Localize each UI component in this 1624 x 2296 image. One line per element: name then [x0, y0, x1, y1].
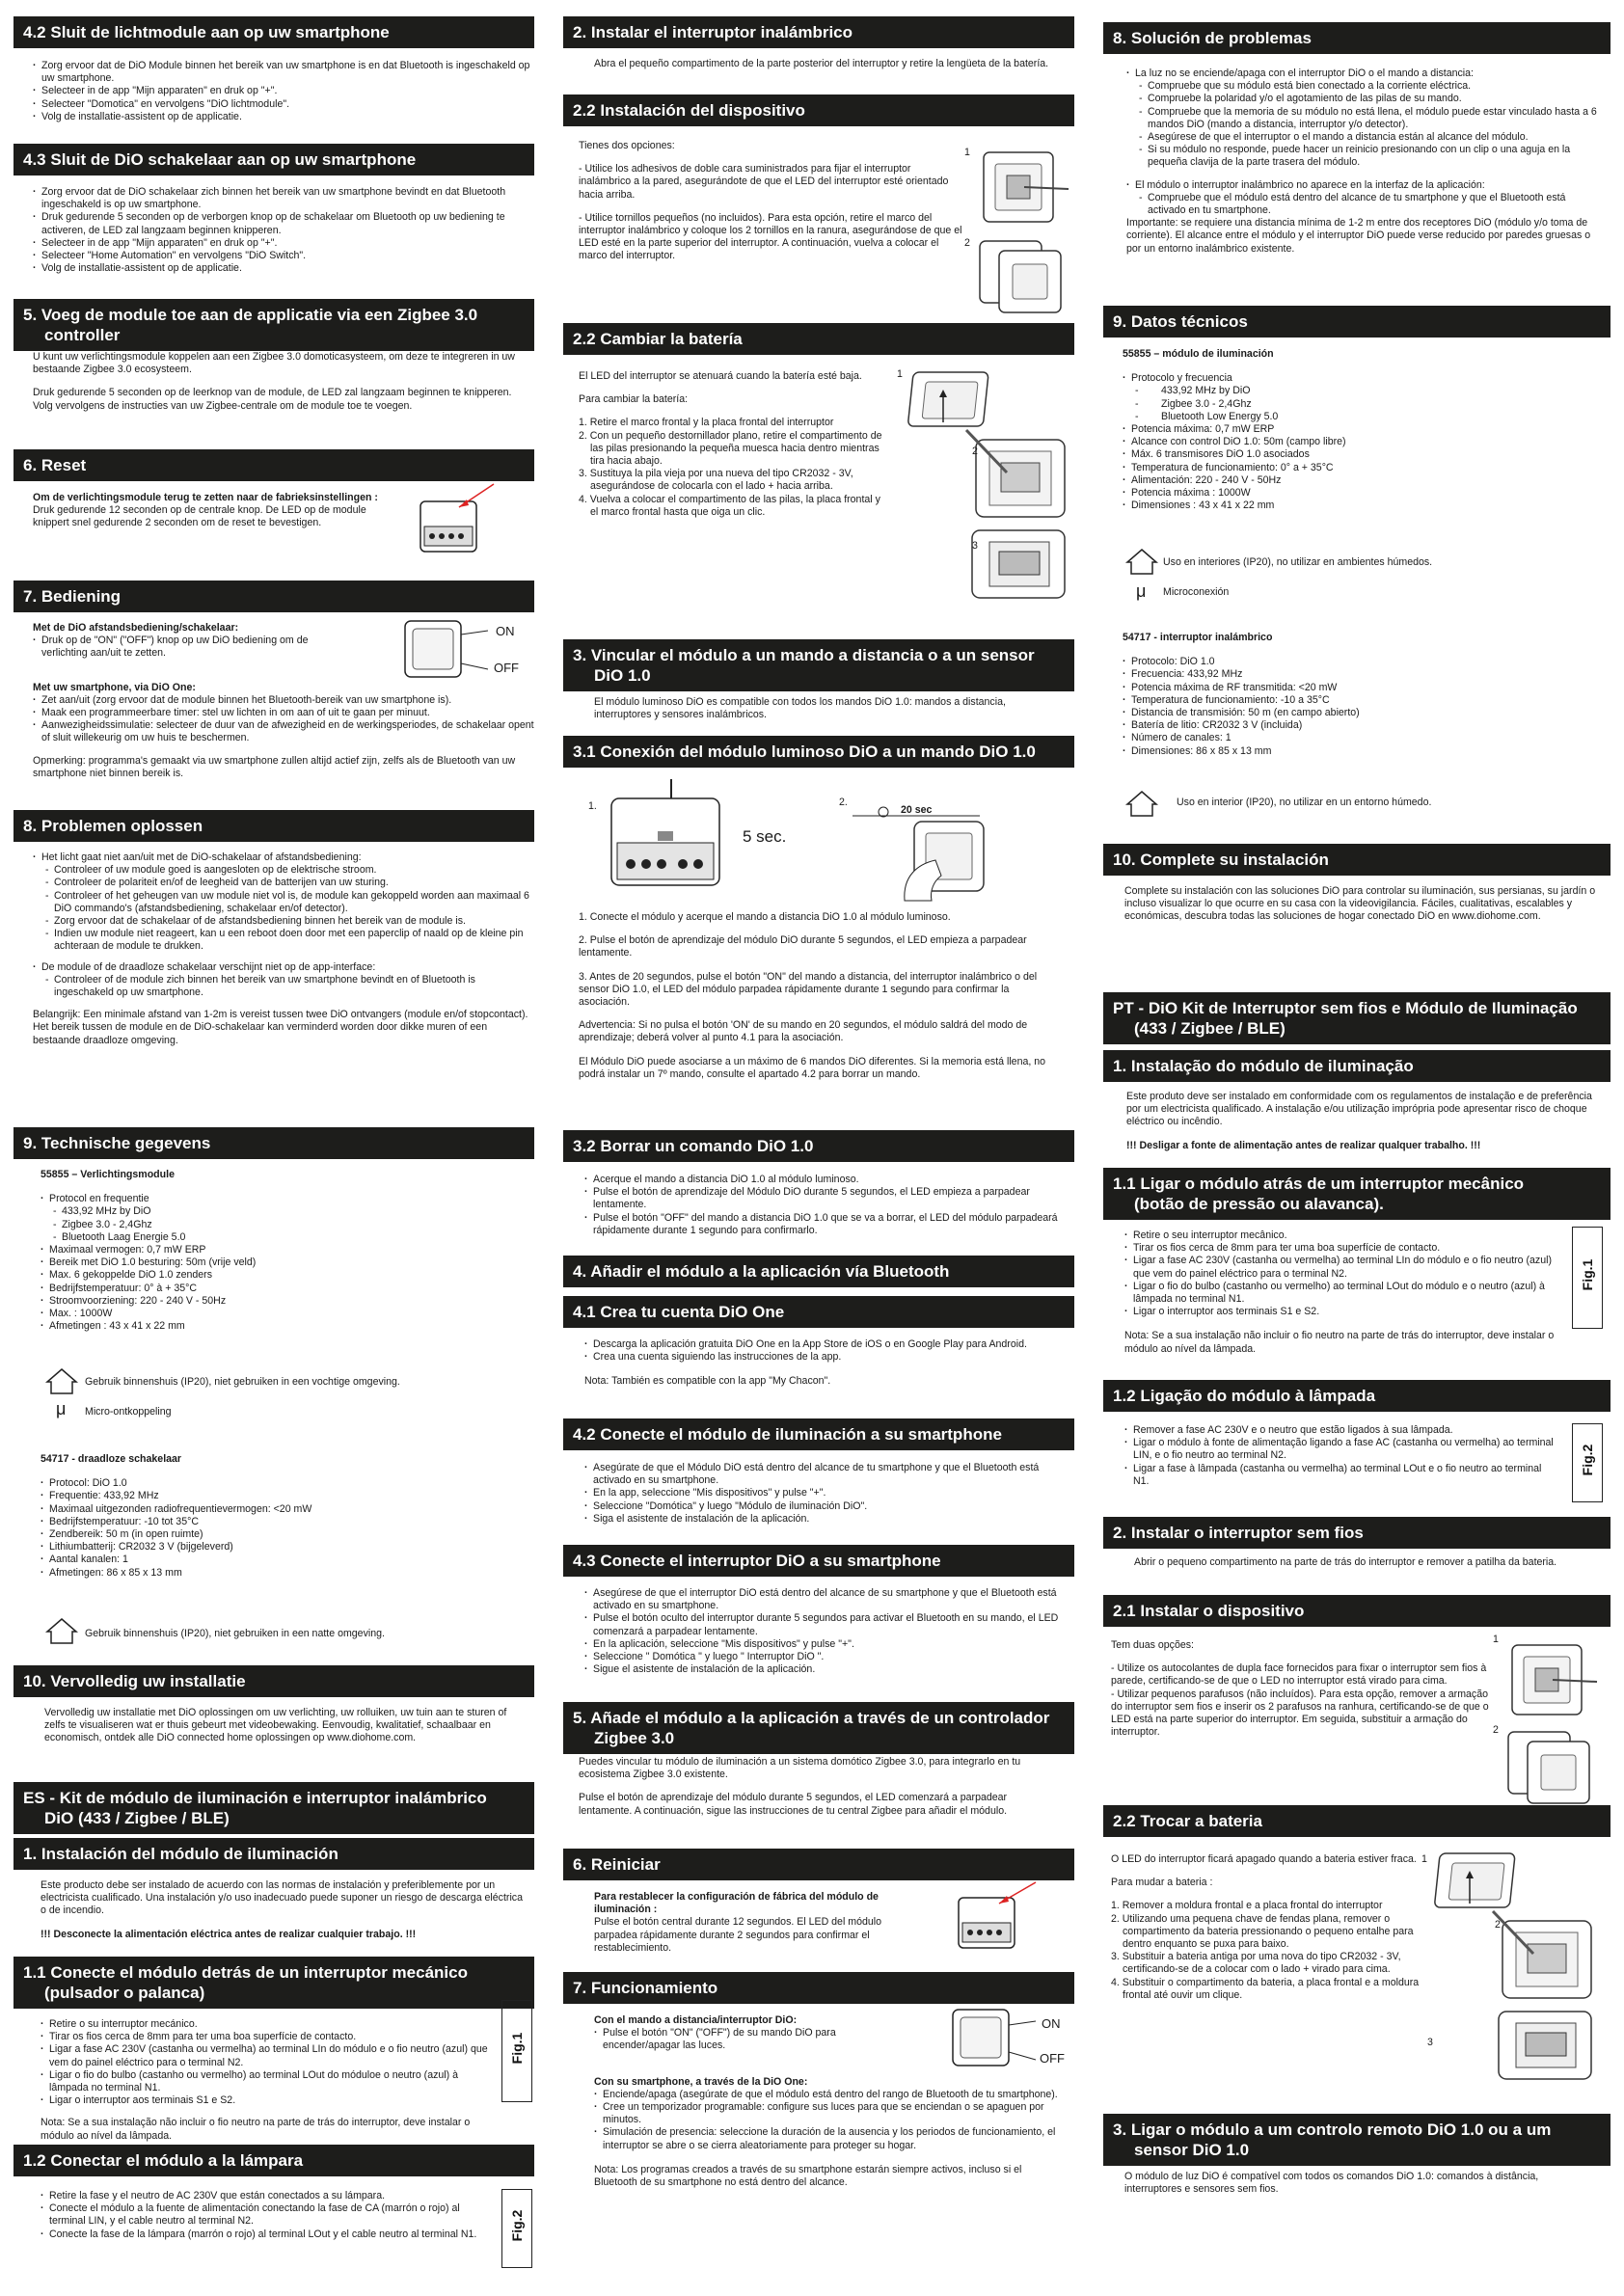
list-item: · Max. 6 gekoppelde DiO 1.0 zenders: [41, 1269, 523, 1282]
list-item: · Aanwezigheidssimulatie: selecteer de duur van de afwezigheid en de werkingsperiodes, de schakelaar opent of sluit willekeurig om uw huis te beschermen.: [33, 719, 534, 744]
paragraph: El LED del interruptor se atenuará cuando la batería esté baja.: [579, 370, 862, 382]
list-item: - Asegúrese de que el interruptor o el mando a distancia están al alcance del módulo.: [1126, 131, 1605, 144]
list-item: - 433,92 MHz by DiO: [1123, 385, 1605, 397]
house-icon: [1124, 547, 1159, 576]
section-header: 9. Datos técnicos: [1103, 306, 1610, 338]
section-header: [14, 1957, 534, 2009]
section-header: 3.2 Borrar un comando DiO 1.0: [563, 1130, 1074, 1162]
list-item: · Volg de installatie-assistent op de applicatie.: [33, 111, 534, 123]
section-body: [1124, 1229, 1558, 1356]
section-header: 10. Vervolledig uw installatie: [14, 1665, 534, 1697]
section-header: 2. Instalar o interruptor sem fios: [1103, 1517, 1610, 1549]
section-body: [1124, 1424, 1558, 1488]
switch-mount-illustration: [1502, 1726, 1599, 1807]
list-item: · Druk gedurende 5 seconden op de verborgen knop op de schakelaar om Bluetooth op uw bediening te activeren, de LED zal langzaam beginnen knipperen.: [33, 211, 534, 236]
indoor-use-text: Gebruik binnenshuis (IP20), niet gebruiken in een vochtige omgeving.: [85, 1376, 400, 1388]
list-item: · Aantal kanalen: 1: [41, 1553, 523, 1566]
section-body: [33, 186, 534, 275]
figure-label: Fig.2: [509, 2209, 525, 2242]
paragraph: Complete su instalación con las soluciones DiO para controlar su iluminación, sus persianas, su jardín o incluso visualizar lo que ocurre en su casa con la videovigilancia. Fáciles, cualitativas, escalables y económicas, descubra todas las soluciones de hogar conectado DiO en www.diohome.com.: [1124, 885, 1596, 923]
micro-disconnection-icon: μ: [56, 1399, 67, 1418]
paragraph: - Utilice los adhesivos de doble cara suministrados para fijar el interruptor inalámbrico a la pared, asegurándote de que el LED del interruptor esté orientado hacia arriba.: [579, 163, 949, 201]
micro-disconnection-icon: μ: [1136, 581, 1147, 601]
list-item: · Ligar a fase à lâmpada (castanha ou vermelha) ao terminal LOut e o fio neutro ao terminal N1.: [1124, 1463, 1558, 1488]
list-item: · Crea una cuenta siguiendo las instrucciones de la app.: [584, 1351, 1067, 1364]
paragraph: Para cambiar la batería:: [579, 393, 689, 406]
step-item: 4. Vuelva a colocar el compartimento de las pilas, la placa frontal y el marco frontal hasta que oiga un clic.: [579, 493, 880, 518]
list-item: - Controleer of uw module goed is aangesloten op de elektrische stroom.: [33, 864, 534, 877]
header-line: 3. Ligar o módulo a um controlo remoto DiO 1.0 ou a um: [1113, 2120, 1552, 2139]
list-item: · Maximaal vermogen: 0,7 mW ERP: [41, 1244, 523, 1256]
list-item: · Volg de installatie-assistent op de applicatie.: [33, 262, 534, 275]
step-item: 1. Remover a moldura frontal e a placa frontal do interruptor: [1111, 1900, 1383, 1912]
section-header: 1.2 Conectar el módulo a la lámpara: [14, 2145, 534, 2176]
step-number: 2: [1493, 1724, 1499, 1736]
section-header: [1103, 2114, 1610, 2166]
warning-text: !!! Desligar a fonte de alimentação antes de realizar qualquer trabalho. !!!: [1126, 1139, 1481, 1151]
list-item: · Seleccione "Domótica" y luego "Módulo de iluminación DiO".: [584, 1500, 1067, 1513]
section-header: [1103, 992, 1610, 1044]
paragraph: Este producto debe ser instalado de acuerdo con las normas de instalación y preferiblemente por un electricista cualificado. Una instalación y/o uso inadecuado puede suponer un riesgo de descarga eléctrica o de incendio.: [41, 1879, 523, 1917]
step-number: 1: [897, 368, 903, 380]
figure-label: Fig.1: [509, 2032, 525, 2065]
list-item: · Selecteer in de app "Mijn apparaten" en druk op "+".: [33, 237, 534, 250]
bold-text: Con su smartphone, a través de la DiO One:: [594, 2075, 808, 2088]
header-line: DiO 1.0: [594, 666, 651, 685]
section-body: [1111, 1853, 1420, 2002]
list-item: · Stroomvoorziening: 220 - 240 V - 50Hz: [41, 1295, 523, 1308]
step-item: 3. Sustituya la pila vieja por una nueva del tipo CR2032 - 3V, asegurándose de colocarla con el lado + hacia arriba.: [579, 468, 853, 493]
step-number: 2: [972, 446, 978, 457]
section-header: 4.1 Crea tu cuenta DiO One: [563, 1296, 1074, 1328]
list-item: · Zorg ervoor dat de DiO schakelaar zich binnen het bereik van uw smartphone bevindt en dat Bluetooth ingeschakeld is op uw smartphone.: [33, 186, 534, 211]
list-item: · Dimensiones: 86 x 85 x 13 mm: [1123, 745, 1605, 758]
list-item: · Seleccione " Domótica " y luego " Interruptor DiO ".: [584, 1651, 1067, 1663]
list-item: - Controleer de polariteit en/of de leegheid van de batterijen van uw sturing.: [33, 877, 534, 889]
header-line: 1.1 Ligar o módulo atrás de um interruptor mecânico: [1113, 1175, 1525, 1193]
paragraph: - Utilizar pequenos parafusos (não incluídos). Para esta opção, remover a armação do interruptor sem fios e inserir os 2 parafusos na ranhura, certificando-se de que o LED está na parte superior do interruptor. Em seguida, substituir a armação do interruptor.: [1111, 1688, 1489, 1739]
step-number: 2: [1495, 1919, 1501, 1931]
list-item: · Ligar a fase AC 230V (castanha ou vermelha) ao terminal LIn do módulo e o fio neutro (azul) que vem do painel eléctrico para o terminal N2.: [41, 2043, 494, 2068]
section-body: [579, 911, 1061, 1092]
list-item: · Asegúrese de que el interruptor DiO está dentro del alcance de su smartphone y que el Bluetooth está activado en su smartphone.: [584, 1587, 1067, 1612]
list-item: · Frequentie: 433,92 MHz: [41, 1490, 523, 1502]
step-item: 3. Substituir a bateria antiga por uma nova do tipo CR2032 - 3V, certificando-se de a colocar com o lado + virado para cima.: [1111, 1951, 1401, 1976]
header-line: PT - DiO Kit de Interruptor sem fios e Módulo de Iluminação: [1113, 999, 1578, 1017]
house-icon: [44, 1616, 79, 1645]
section-header: 4.3 Sluit de DiO schakelaar aan op uw smartphone: [14, 144, 534, 176]
section-body: [41, 2018, 494, 2143]
list-item: · Selecteer "Home Automation" en vervolgens "DiO Switch".: [33, 250, 534, 262]
switch-mount-illustration: [974, 235, 1070, 316]
paragraph: Tienes dos opciones:: [579, 140, 675, 151]
indoor-use-text: Uso en interiores (IP20), no utilizar en ambientes húmedos.: [1163, 556, 1433, 568]
list-item: - Zorg ervoor dat de schakelaar of de afstandsbediening binnen het bereik van de module is.: [33, 915, 534, 928]
figure-label: Fig.2: [1580, 1444, 1595, 1476]
bold-text: Om de verlichtingsmodule terug te zetten naar de fabrieksinstellingen :: [33, 492, 378, 503]
paragraph: 3. Antes de 20 segundos, pulse el botón "ON" del mando a distancia, del interruptor inalámbrico o del sensor DiO 1.0, el LED del módulo parpadea rápidamente durante 1 segundo para confirmar la asociación.: [579, 970, 1038, 1009]
list-item: - Compruebe que el módulo está dentro del alcance de tu smartphone y que el Bluetooth está activado en tu smartphone.: [1126, 192, 1605, 217]
section-body: [584, 1338, 1067, 1389]
micro-disconnection-text: Micro-ontkoppeling: [85, 1406, 172, 1418]
switch-frame-illustration: [974, 147, 1070, 228]
warning-text: !!! Desconecte la alimentación eléctrica antes de realizar cualquier trabajo. !!!: [41, 1928, 417, 1940]
header-line: 5. Añade el módulo a la aplicación a través de un controlador: [573, 1709, 1050, 1727]
section-header: 2.1 Instalar o dispositivo: [1103, 1595, 1610, 1627]
list-item: · Het licht gaat niet aan/uit met de DiO-schakelaar of afstandsbediening:: [33, 851, 534, 864]
step-number: 3: [972, 540, 978, 552]
step-number: 3: [1427, 2037, 1433, 2048]
header-line: sensor DiO 1.0: [1134, 2141, 1250, 2159]
header-line: 5. Voeg de module toe aan de applicatie via een Zigbee 3.0: [23, 306, 478, 324]
paragraph: 1. Conecte el módulo y acerque el mando a distancia DiO 1.0 al módulo luminoso.: [579, 911, 951, 923]
list-item: · Selecteer in de app "Mijn apparaten" en druk op "+".: [33, 85, 534, 97]
note: Nota: Los programas creados a través de su smartphone estarán siempre activos, incluso si el Bluetooth de su smartphone no está dentro del alcance.: [594, 2163, 1022, 2189]
list-item: - Indien uw module niet reageert, kan u een reboot doen door met een paperclip of naald op de kleine pin achteraan de module te drukken.: [33, 928, 534, 953]
list-item: · Max. : 1000W: [41, 1308, 523, 1320]
list-item: · Protocolo y frecuencia: [1123, 372, 1605, 385]
list-item: · Máx. 6 transmisores DiO 1.0 asociados: [1123, 448, 1605, 461]
note: Nota: También es compatible con la app "My Chacon".: [584, 1375, 831, 1388]
paragraph: O módulo de luz DiO é compatível com todos os comandos DiO 1.0: comandos à distância, interruptores e sensores sem fios.: [1124, 2171, 1539, 2196]
list-item: · Batería de litio: CR2032 3 V (incluida): [1123, 719, 1605, 732]
step-item: 2. Utilizando uma pequena chave de fendas plana, remover o compartimento da bateria pressionando o pequeno entalhe para dentro enquanto se puxa para baixo.: [1111, 1912, 1414, 1951]
section-body: [41, 1879, 523, 1941]
section-header: 8. Solución de problemas: [1103, 22, 1610, 54]
header-line: (botão de pressão ou alavanca).: [1134, 1195, 1384, 1213]
list-item: · Temperatura de funcionamiento: 0° a + 35°C: [1123, 462, 1605, 474]
list-item: · Acerque el mando a distancia DiO 1.0 al módulo luminoso.: [584, 1174, 1067, 1186]
list-item: - Compruebe la polaridad y/o el agotamiento de las pilas de su mando.: [1126, 93, 1605, 105]
step-number: 2: [964, 237, 970, 249]
section-body: [579, 1756, 1061, 1828]
paragraph: Druk gedurende 5 seconden op de leerknop van de module, de LED zal langzaam beginnen te knipperen. Volg vervolgens de instructies van uw Zigbee-centrale om de module toe te voegen.: [33, 387, 512, 412]
section-header: 2.2 Cambiar la batería: [563, 323, 1074, 355]
section-header: 6. Reset: [14, 449, 534, 481]
list-item: · Protocolo: DiO 1.0: [1123, 656, 1605, 668]
list-item: - Zigbee 3.0 - 2,4Ghz: [1123, 398, 1605, 411]
section-body: [33, 351, 534, 423]
header-line: controller: [44, 326, 121, 344]
list-item: - Controleer of het geheugen van uw module niet vol is, de module kan gekoppeld worden aan maximaal 6 DiO commando's (afstandsbediening, schakelaar en/of detector).: [33, 890, 534, 915]
paragraph: Druk gedurende 12 seconden op de centrale knop. De LED op de module knippert snel gedurende 2 seconden om de reset te bevestigen.: [33, 504, 366, 529]
list-item: · Pulse el botón "OFF" del mando a distancia DiO 1.0 que se va a borrar, el LED del módulo parpadeará rápidamente durante 1 segundo para confirmarlo.: [584, 1212, 1067, 1237]
step-item: 1. Retire el marco frontal y la placa frontal del interruptor: [579, 417, 834, 429]
step-number: 1: [1493, 1634, 1499, 1645]
section-header: 1.2 Ligação do módulo à lâmpada: [1103, 1380, 1610, 1412]
section-header: [563, 639, 1074, 691]
note: Belangrijk: Een minimale afstand van 1-2m is vereist tussen twee DiO ontvangers (module en/of stopcontact). Het bereik tussen de module en de DiO-schakelaar kan verminderd worden door dikke muren of een bestaande draadloze omgeving.: [33, 1009, 528, 1046]
section-body: [1126, 1091, 1605, 1152]
list-item: - Controleer of de module zich binnen het bereik van uw smartphone bevindt en of Bluetooth is ingeschakeld op uw smartphone.: [33, 974, 534, 999]
off-label: OFF: [494, 661, 519, 675]
header-line: 3. Vincular el módulo a un mando a distancia o a un sensor: [573, 646, 1035, 664]
on-label: ON: [1042, 2016, 1061, 2031]
section-body: [584, 1462, 1067, 1526]
product-heading: 54717 - draadloze schakelaar: [41, 1453, 182, 1465]
module-reset-illustration: [945, 1878, 1051, 1956]
step-number: 1: [964, 147, 970, 158]
list-item: · Retire o su interruptor mecánico.: [41, 2018, 494, 2031]
list-item: · Potencia máxima de RF transmitida: <20 mW: [1123, 682, 1605, 694]
bold-text: Met uw smartphone, via DiO One:: [33, 681, 196, 693]
section-header: 4. Añadir el módulo a la aplicación vía Bluetooth: [563, 1256, 1074, 1287]
module-learn-button-illustration: [602, 777, 737, 891]
step-item: 4. Substituir o compartimento da bateria, a placa frontal e a moldura frontal até ouvir um clique.: [1111, 1976, 1420, 2001]
list-item: · Ligar o interruptor aos terminais S1 e S2.: [1124, 1306, 1558, 1318]
section-header: 9. Technische gegevens: [14, 1127, 534, 1159]
section-header: [14, 299, 534, 351]
paragraph: U kunt uw verlichtingsmodule koppelen aan een Zigbee 3.0 domoticasysteem, om deze te integreren in uw bestaande Zigbee 3.0 ecosysteem.: [33, 351, 515, 376]
off-label: OFF: [1040, 2051, 1065, 2066]
section-body: [584, 1174, 1067, 1237]
paragraph: - Utilice tornillos pequeños (no incluidos). Para esta opción, retire el marco del interruptor inalámbrico y coloque los 2 tornillos en la ranura, asegurándose de que el LED esté en la parte superior del interruptor. A continuación, vuelva a colocar el marco del interruptor.: [579, 211, 962, 262]
list-item: · Bedrijfstemperatuur: 0° à + 35°C: [41, 1283, 523, 1295]
list-item: - Zigbee 3.0 - 2,4Ghz: [41, 1219, 523, 1231]
list-item: · Alcance con control DiO 1.0: 50m (campo libre): [1123, 436, 1605, 448]
list-item: · Ligar o fio do bulbo (castanho ou vermelho) ao terminal LOut do módulo e o neutro (azul) à lâmpada no terminal N1.: [1124, 1281, 1558, 1306]
list-item: · Druk op de "ON" ("OFF") knop op uw DiO bediening om de verlichting aan/uit te zetten.: [33, 635, 351, 660]
list-item: · Protocol en frequentie: [41, 1193, 523, 1205]
product-heading: 55855 – módulo de iluminación: [1123, 348, 1274, 360]
list-item: · La luz no se enciende/apaga con el interruptor DiO o el mando a distancia:: [1126, 68, 1605, 80]
section-header: 4.2 Sluit de lichtmodule aan op uw smartphone: [14, 16, 534, 48]
list-item: · Protocol: DiO 1.0: [41, 1477, 523, 1490]
section-body: [33, 851, 534, 1047]
indoor-use-text: Gebruik binnenshuis (IP20), niet gebruiken in een natte omgeving.: [85, 1628, 385, 1639]
list-item: · Sigue el asistente de instalación de la aplicación.: [584, 1663, 1067, 1676]
on-label: ON: [496, 624, 515, 638]
paragraph: Puedes vincular tu módulo de iluminación a un sistema domótico Zigbee 3.0, para integrarlo en tu ecosistema Zigbee 3.0 existente.: [579, 1756, 1021, 1781]
paragraph: Para mudar a bateria :: [1111, 1877, 1213, 1889]
header-line: (pulsador o palanca): [44, 1984, 205, 2002]
header-line: Zigbee 3.0: [594, 1729, 675, 1747]
paragraph: Pulse el botón central durante 12 segundos. El LED del módulo parpadea rápidamente durante 2 segundos para confirmar el restablecimiento.: [594, 1916, 881, 1954]
list-item: · Zendbereik: 50 m (in open ruimte): [41, 1528, 523, 1541]
house-icon: [1124, 789, 1159, 818]
list-item: - Compruebe que la memoria de su módulo no está llena, el módulo puede estar vinculado hasta a 6 mandos DiO (mando a distancia, interruptor y/o detector).: [1126, 106, 1605, 131]
section-header: 2.2 Instalación del dispositivo: [563, 95, 1074, 126]
section-body: [33, 60, 534, 123]
list-item: · Enciende/apaga (asegúrate de que el módulo está dentro del rango de Bluetooth de tu smartphone).: [594, 2089, 1067, 2101]
house-icon: [44, 1366, 79, 1395]
note: Opmerking: programma's gemaakt via uw smartphone zullen altijd actief zijn, zelfs als de Bluetooth van uw smartphone niet binnen bereik is.: [33, 754, 516, 779]
paragraph: - Utilize os autocolantes de dupla face fornecidos para fixar o interruptor sem fios à parede, certificando-se de que o LED no interruptor está virado para cima.: [1111, 1662, 1487, 1688]
list-item: · Afmetingen: 86 x 85 x 13 mm: [41, 1567, 523, 1580]
paragraph: Advertencia: Si no pulsa el botón 'ON' de su mando en 20 segundos, el módulo saldrá del modo de aprendizaje; deberá volver al punto 4.1 para la asociación.: [579, 1019, 1028, 1044]
list-item: · Ligar o fio do bulbo (castanho ou vermelho) ao terminal LOut do móduloe o neutro (azul) à lâmpada no terminal N1.: [41, 2069, 494, 2094]
section-header: 6. Reiniciar: [563, 1849, 1074, 1880]
list-item: · Simulación de presencia: seleccione la duración de la ausencia y los periodos de funcionamiento, el interruptor se abre o se cierra aleatoriamente para proteger su hogar.: [594, 2126, 1067, 2151]
list-item: · Tirar os fios cerca de 8mm para ter uma boa superfície de contacto.: [41, 2031, 494, 2043]
section-header: [563, 1702, 1074, 1754]
battery-change-illustration: [1427, 1846, 1601, 2087]
list-item: · Retire la fase y el neutro de AC 230V que están conectados a su lámpara.: [41, 2190, 494, 2202]
note: Importante: se requiere una distancia mínima de 1-2 m entre dos receptores DiO (módulo y/o toma de corriente). El alcance entre el módulo y el interruptor DiO puede verse reducido por paredes gruesas o por un entorno inalámbrico existente.: [1126, 217, 1591, 255]
paragraph: 2. Pulse el botón de aprendizaje del módulo DiO durante 5 segundos, el LED empieza a parpadear lentamente.: [579, 934, 1027, 959]
list-item: · Dimensiones : 43 x 41 x 22 mm: [1123, 500, 1605, 512]
section-body: [1123, 348, 1605, 512]
header-line: ES - Kit de módulo de iluminación e interruptor inalámbrico: [23, 1789, 487, 1807]
step-number: 1: [1421, 1853, 1427, 1865]
list-item: · Afmetingen : 43 x 41 x 22 mm: [41, 1320, 523, 1333]
section-header: 7. Bediening: [14, 581, 534, 612]
list-item: · En la aplicación, seleccione "Mis dispositivos" y pulse "+".: [584, 1638, 1067, 1651]
list-item: - Si su módulo no responde, puede hacer un reinicio presionando con un clip o una aguja en la pequeña clavija de la parte trasera del módulo.: [1126, 144, 1605, 169]
figure-number: 1.: [588, 800, 597, 812]
section-body: [584, 1587, 1067, 1676]
figure-number: 2.: [839, 797, 848, 808]
header-line: 1.1 Conecte el módulo detrás de un interruptor mecánico: [23, 1963, 468, 1982]
section-header: [1103, 1168, 1610, 1220]
paragraph: Este produto deve ser instalado em conformidade com os regulamentos de instalação e de preferência por um electricista qualificado. A instalação e/ou utilização imprópria pode apresentar risco de choque eléctrico ou incêndio.: [1126, 1091, 1592, 1128]
list-item: · Cree un temporizador programable: configure sus luces para que se enciendan o se apaguen por minutos.: [594, 2101, 1067, 2126]
list-item: · Potencia máxima: 0,7 mW ERP: [1123, 423, 1605, 436]
list-item: · Pulse el botón oculto del interruptor durante 5 segundos para activar el Bluetooth en su mando, el LED comenzará a parpadear lentamente.: [584, 1612, 1067, 1637]
header-line: (433 / Zigbee / BLE): [1134, 1019, 1286, 1038]
list-item: · En la app, seleccione "Mis dispositivos" y pulse "+".: [584, 1487, 1067, 1499]
paragraph: Abrir o pequeno compartimento na parte de trás do interruptor e remover a patilha da bateria.: [1134, 1556, 1557, 1568]
list-item: · Bereik met DiO 1.0 besturing: 50m (vrije veld): [41, 1256, 523, 1269]
note: Nota: Se a sua instalação não incluir o fio neutro na parte de trás do interruptor, deve instalar o módulo ao nível da lâmpada.: [1124, 1330, 1555, 1355]
list-item: · Maak een programmeerbare timer: stel uw lichten in om aan of uit te gaan per minuut.: [33, 707, 534, 719]
list-item: · Lithiumbatterij: CR2032 3 V (bijgeleverd): [41, 1541, 523, 1553]
section-body: [594, 1891, 912, 1955]
product-heading: 55855 – Verlichtingsmodule: [41, 1169, 175, 1180]
list-item: · Remover a fase AC 230V e o neutro que estão ligados à sua lâmpada.: [1124, 1424, 1558, 1437]
switch-frame-illustration: [1502, 1639, 1599, 1720]
list-item: · Tirar os fios cerca de 8mm para ter uma boa superfície de contacto.: [1124, 1242, 1558, 1255]
section-header: 1. Instalação do módulo de iluminação: [1103, 1050, 1610, 1082]
note: Nota: Se a sua instalação não incluir o fio neutro na parte de trás do interruptor, deve instalar o módulo ao nível da lâmpada.: [41, 2117, 471, 2142]
micro-disconnection-text: Microconexión: [1163, 586, 1230, 598]
list-item: · Bedrijfstemperatuur: -10 tot 35°C: [41, 1516, 523, 1528]
paragraph: Pulse el botón de aprendizaje del módulo durante 5 segundos, el LED comenzará a parpadear lentamente. A continuación, sigue las instrucciones de tu central Zigbee para añadir el módulo.: [579, 1792, 1008, 1817]
section-body: [1126, 68, 1605, 256]
list-item: · Siga el asistente de instalación de la aplicación.: [584, 1513, 1067, 1526]
paragraph: Tem duas opções:: [1111, 1639, 1194, 1651]
section-header: 1. Instalación del módulo de iluminación: [14, 1838, 534, 1870]
paragraph: Abra el pequeño compartimento de la parte posterior del interruptor y retire la lengüeta de la batería.: [594, 58, 1049, 69]
bold-text: Para restablecer la configuración de fábrica del módulo de iluminación :: [594, 1891, 879, 1916]
battery-change-illustration: [901, 365, 1074, 606]
list-item: - Compruebe que su módulo está bien conectado a la corriente eléctrica.: [1126, 80, 1605, 93]
section-header: 8. Problemen oplossen: [14, 810, 534, 842]
list-item: · Número de canales: 1: [1123, 732, 1605, 744]
list-item: · Frecuencia: 433,92 MHz: [1123, 668, 1605, 681]
list-item: · Zorg ervoor dat de DiO Module binnen het bereik van uw smartphone is en dat Bluetooth is ingeschakeld op uw smartphone.: [33, 60, 534, 85]
section-header: 3.1 Conexión del módulo luminoso DiO a un mando DiO 1.0: [563, 736, 1074, 768]
header-line: DiO (433 / Zigbee / BLE): [44, 1809, 230, 1827]
section-header: 2. Instalar el interruptor inalámbrico: [563, 16, 1074, 48]
list-item: · Asegúrate de que el Módulo DiO está dentro del alcance de tu smartphone y que el Bluetooth está activado en su smartphone.: [584, 1462, 1067, 1487]
list-item: · Conecte la fase de la lámpara (marrón o rojo) al terminal LOut y el cable neutro al terminal N1.: [41, 2228, 494, 2241]
bold-text: Con el mando a distancia/interruptor DiO:: [594, 2014, 798, 2026]
section-body: [579, 370, 887, 519]
section-body: [579, 140, 964, 274]
list-item: - 433,92 MHz by DiO: [41, 1205, 523, 1218]
section-body: [1123, 632, 1605, 758]
list-item: · Ligar o módulo à fonte de alimentação ligando a fase AC (castanha ou vermelha) ao terminal LIN, e o fio neutro ao terminal N2.: [1124, 1437, 1558, 1462]
paragraph: El Módulo DiO puede asociarse a un máximo de 6 mandos DiO diferentes. Si la memoria está llena, no podrá instalar un 7º mando, consulte el apartado 4.2 para borrar un mando.: [579, 1055, 1046, 1080]
list-item: · Selecteer "Domotica" en vervolgens "DiO lichtmodule".: [33, 98, 534, 111]
list-item: · Temperatura de funcionamiento: -10 a 35°C: [1123, 694, 1605, 707]
list-item: · Conecte el módulo a la fuente de alimentación conectando la fase de CA (marrón o rojo) al terminal LIN, y el cable neutro al terminal N2.: [41, 2202, 494, 2228]
paragraph: El módulo luminoso DiO es compatible con todos los mandos DiO 1.0: mandos a distancia, interruptores y sensores inalámbricos.: [594, 696, 1006, 721]
list-item: · Ligar o interruptor aos terminais S1 e S2.: [41, 2094, 494, 2107]
list-item: · Pulse el botón de aprendizaje del Módulo DiO durante 5 segundos, el LED empieza a parpadear lentamente.: [584, 1186, 1067, 1211]
product-heading: 54717 - interruptor inalámbrico: [1123, 632, 1273, 643]
figure-label: Fig.1: [1580, 1258, 1595, 1291]
section-body: [41, 1169, 523, 1333]
section-body: [1111, 1639, 1497, 1739]
list-item: · Retire o seu interruptor mecânico.: [1124, 1229, 1558, 1242]
list-item: · Maximaal uitgezonden radiofrequentievermogen: <20 mW: [41, 1503, 523, 1516]
timer-label: 20 sec: [901, 804, 933, 816]
section-header: 4.3 Conecte el interruptor DiO a su smartphone: [563, 1545, 1074, 1577]
list-item: · Distancia de transmisión: 50 m (en campo abierto): [1123, 707, 1605, 719]
step-item: 2. Con un pequeño destornillador plano, retire el compartimento de las pilas presionando la pequeña muesca hacia dentro mientras tira hacia abajo.: [579, 429, 882, 468]
indoor-use-text: Uso en interior (IP20), no utilizar en un entorno húmedo.: [1177, 797, 1432, 808]
section-body: [33, 492, 380, 530]
section-body: [41, 1453, 523, 1580]
list-item: - Bluetooth Low Energy 5.0: [1123, 411, 1605, 423]
section-header: 7. Funcionamiento: [563, 1972, 1074, 2004]
list-item: · Ligar a fase AC 230V (castanha ou vermelha) ao terminal LIn do módulo e o fio neutro (azul) que vem do painel eléctrico para o terminal N2.: [1124, 1255, 1558, 1280]
list-item: · De module of de draadloze schakelaar verschijnt niet op de app-interface:: [33, 961, 534, 974]
paragraph: Vervolledig uw installatie met DiO oplossingen om uw verlichting, uw rolluiken, uw tuin aan te sturen of zelfs te visualiseren wat er thuis gebeurt met videobewaking. Eenvoudig, kwalitatief, schaalbaar en economisch, ontdek alle DiO connected home oplossingen op www.diohome.com.: [44, 1707, 507, 1744]
list-item: · El módulo o interruptor inalámbrico no aparece en la interfaz de la aplicación:: [1126, 179, 1605, 192]
paragraph: O LED do interruptor ficará apagado quando a bateria estiver fraca.: [1111, 1853, 1417, 1865]
list-item: · Potencia máxima : 1000W: [1123, 487, 1605, 500]
bold-text: Met de DiO afstandsbediening/schakelaar:: [33, 622, 239, 634]
list-item: · Pulse el botón "ON" ("OFF") de su mando DiO para encender/apagar las luces.: [594, 2027, 883, 2052]
section-header: 10. Complete su instalación: [1103, 844, 1610, 876]
section-header: 2.2 Trocar a bateria: [1103, 1805, 1610, 1837]
section-body: [41, 2190, 494, 2241]
section-header: [14, 1782, 534, 1834]
list-item: · Zet aan/uit (zorg ervoor dat de module binnen het Bluetooth-bereik van uw smartphone is).: [33, 694, 534, 707]
section-header: 4.2 Conecte el módulo de iluminación a su smartphone: [563, 1418, 1074, 1450]
list-item: - Bluetooth Laag Energie 5.0: [41, 1231, 523, 1244]
list-item: · Alimentación: 220 - 240 V - 50Hz: [1123, 474, 1605, 487]
duration-label: 5 sec.: [743, 827, 787, 846]
list-item: · Descarga la aplicación gratuita DiO One en la App Store de iOS o en Google Play para Android.: [584, 1338, 1067, 1351]
module-reset-illustration: [399, 480, 505, 557]
